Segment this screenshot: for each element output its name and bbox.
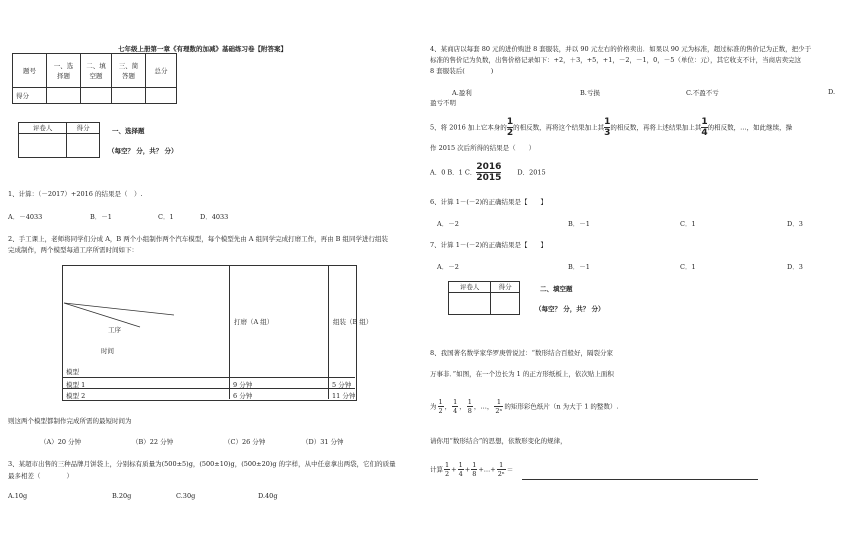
option[interactable]: A．－4033 <box>8 213 43 221</box>
table-divider <box>62 377 355 378</box>
score-label: 得分 <box>491 282 520 293</box>
question-stem: 8 套服装后( ) <box>430 67 494 75</box>
question-stem: 1、计算：（－2017）+2016 的结果是（ ）. <box>8 190 143 198</box>
score-table-header: 题号 <box>13 54 47 88</box>
fraction: $\frac{1}{\text{2ⁿ}}$ <box>495 398 503 415</box>
table-divider <box>328 265 329 399</box>
fraction: $\frac{2016}{2015}$ <box>476 162 502 183</box>
question-stem: 为 $\frac{1}{2}$ ， $\frac{1}{4}$ ， $\frac{1}{8}$ ，…， $\frac{1}{\text{2ⁿ}}$ 的矩形彩色纸片（n 为大于 1 的整数）. <box>430 398 619 415</box>
table-cell: 模型 1 <box>66 381 86 389</box>
corner-label-model: 模型 <box>66 368 79 376</box>
score-table-header: 一、选 择题 <box>47 54 81 88</box>
option[interactable]: D．3 <box>787 220 803 228</box>
option[interactable]: A.10g <box>8 492 28 500</box>
score-table-header: 三、简 答题 <box>112 54 146 88</box>
option[interactable]: D.40g <box>258 492 278 500</box>
fraction: $\frac{1}{8}$ <box>472 461 477 478</box>
score-row-label: 得分 <box>13 88 47 104</box>
option[interactable]: D. <box>828 88 836 96</box>
grader-label: 评卷人 <box>449 282 491 293</box>
option[interactable]: B．－1 <box>568 263 590 271</box>
fraction: $\frac{1}{8}$ <box>467 398 472 415</box>
section-note: （每空？ 分，共？ 分） <box>108 147 178 155</box>
column-header: 打磨（A 组） <box>234 318 274 326</box>
option[interactable]: B.亏损 <box>580 89 600 97</box>
page-title: 七年级上册第一章《有理数的加减》基础练习卷【附答案】 <box>118 45 287 53</box>
table-cell: 5 分钟 <box>332 381 352 389</box>
option[interactable]: B．－1 <box>568 220 590 228</box>
question-stem: 请你用“数形结合”的思想，依数形变化的规律， <box>430 437 567 445</box>
option[interactable]: C．1 <box>680 220 696 228</box>
question-stem: 7、计算 1－(－2)的正确结果是【 】 <box>430 241 548 249</box>
option[interactable]: B．－1 <box>90 213 112 221</box>
score-cell[interactable] <box>47 88 81 104</box>
option[interactable]: A.盈利 <box>452 89 472 97</box>
question-stem: 8、我国著名数学家华罗庚曾说过：“数形结合百般好，隔裂分家 <box>430 349 613 357</box>
question-stem: 作 2015 次后所得的结果是（ ） <box>430 144 536 152</box>
option[interactable]: A．－2 <box>437 263 459 271</box>
option[interactable]: （A）20 分钟 <box>40 438 82 446</box>
corner-label-process: 工序 <box>108 326 121 334</box>
table-cell: 11 分钟 <box>332 392 356 400</box>
option[interactable]: B.20g <box>112 492 132 500</box>
score-label: 得分 <box>67 123 100 134</box>
table-cell: 模型 2 <box>66 392 86 400</box>
question-stem: 完成制作，两个模型每道工序所需时间如下： <box>8 246 138 254</box>
fraction: $\frac{1}{4}$ <box>453 398 458 415</box>
score-cell[interactable] <box>67 134 100 158</box>
score-table-header: 总分 <box>146 54 177 88</box>
option[interactable]: C.不盈不亏 <box>686 89 719 97</box>
fraction: $\frac{1}{4}$ <box>458 461 463 478</box>
fraction: $\frac{1}{2}$ <box>506 117 514 138</box>
diagonal-lines <box>62 265 230 377</box>
question-stem: 最多相差（ ） <box>8 472 73 480</box>
question-stem: 5、将 2016 加上它本身的 $\frac{1}{2}$ 的相反数，再将这个结果加上其 $\frac{1}{3}$ 的相反数，再将上述结果加上其 $\frac{1}{4}$ 的相反数，…，如此继续，操 <box>430 117 793 138</box>
score-table <box>12 53 177 104</box>
question-stem: 标准的售价记为负数，出售价格记录如下：+2，＋3，+5，+1，－2，－1，0，－5（单位：元），其它收支不计，当商店卖完这 <box>430 56 802 64</box>
score-cell[interactable] <box>491 293 520 315</box>
fraction: $\frac{1}{3}$ <box>604 117 611 138</box>
option-continued: 盈亏不明 <box>430 99 456 107</box>
option-row[interactable]: A．0 B．1 C． $\frac{2016}{2015}$ D．2015 <box>430 162 546 183</box>
score-cell[interactable] <box>146 88 177 104</box>
option[interactable]: （C）26 分钟 <box>224 438 266 446</box>
question-stem: 6、计算 1－(－2)的正确结果是【 】 <box>430 198 548 206</box>
table-divider <box>62 388 355 389</box>
score-table-header: 二、填 空题 <box>81 54 112 88</box>
section-heading: 一、选择题 <box>112 127 145 135</box>
question-stem: 3、某超市出售的三种品牌月饼袋上，分别标有质量为(500±5)g，(500±10)g，(500±20)g 的字样，从中任意拿出两袋，它们的质量 <box>8 460 396 468</box>
section-note: （每空？ 分，共？ 分） <box>535 305 605 313</box>
grader-box <box>448 281 520 315</box>
table-cell: 9 分钟 <box>233 381 253 389</box>
score-cell[interactable] <box>81 88 112 104</box>
answer-blank[interactable] <box>522 479 758 480</box>
option[interactable]: D．3 <box>787 263 803 271</box>
grader-label: 评卷人 <box>19 123 67 134</box>
fraction: $\frac{1}{2}$ <box>438 398 443 415</box>
option[interactable]: D．4033 <box>200 213 229 221</box>
section-heading: 二、填空题 <box>540 285 573 293</box>
grader-box <box>18 122 100 158</box>
option[interactable]: （D）31 分钟 <box>302 438 344 446</box>
option[interactable]: C．1 <box>680 263 696 271</box>
question-stem: 万事非．”如图，在一个边长为 1 的正方形纸板上，依次贴上面积 <box>430 370 614 378</box>
question-stem: 4、某商店以每套 80 元的进价购进 8 套服装，并以 90 元左右的价格卖出．如果以 90 元为标准，超过标准的售价记为正数，把少于 <box>430 45 812 53</box>
table-cell: 6 分钟 <box>233 392 253 400</box>
fraction: $\frac{1}{\text{2ⁿ}}$ <box>497 461 505 478</box>
column-header: 组装（B 组） <box>333 318 373 326</box>
fraction: $\frac{1}{2}$ <box>445 461 450 478</box>
grader-cell[interactable] <box>19 134 67 158</box>
option[interactable]: （B）22 分钟 <box>132 438 174 446</box>
option[interactable]: C．1 <box>158 213 174 221</box>
option[interactable]: C.30g <box>176 492 196 500</box>
question-stem: 2、手工课上，老师将同学们分成 A，B 两个小组制作两个汽车模型，每个模型先由 A 组同学完成打磨工作，再由 B 组同学进行组装 <box>8 235 388 243</box>
score-cell[interactable] <box>112 88 146 104</box>
option[interactable]: A．－2 <box>437 220 459 228</box>
corner-label-time: 时间 <box>101 347 114 355</box>
grader-cell[interactable] <box>449 293 491 315</box>
fraction: $\frac{1}{4}$ <box>701 117 708 138</box>
question-stem: 计算 $\frac{1}{2}$ + $\frac{1}{4}$ + $\frac{1}{8}$ +…+ $\frac{1}{\text{2ⁿ}}$ ＝ <box>430 461 514 478</box>
question-text: 则这两个模型都制作完成所需的最短时间为 <box>8 417 132 425</box>
